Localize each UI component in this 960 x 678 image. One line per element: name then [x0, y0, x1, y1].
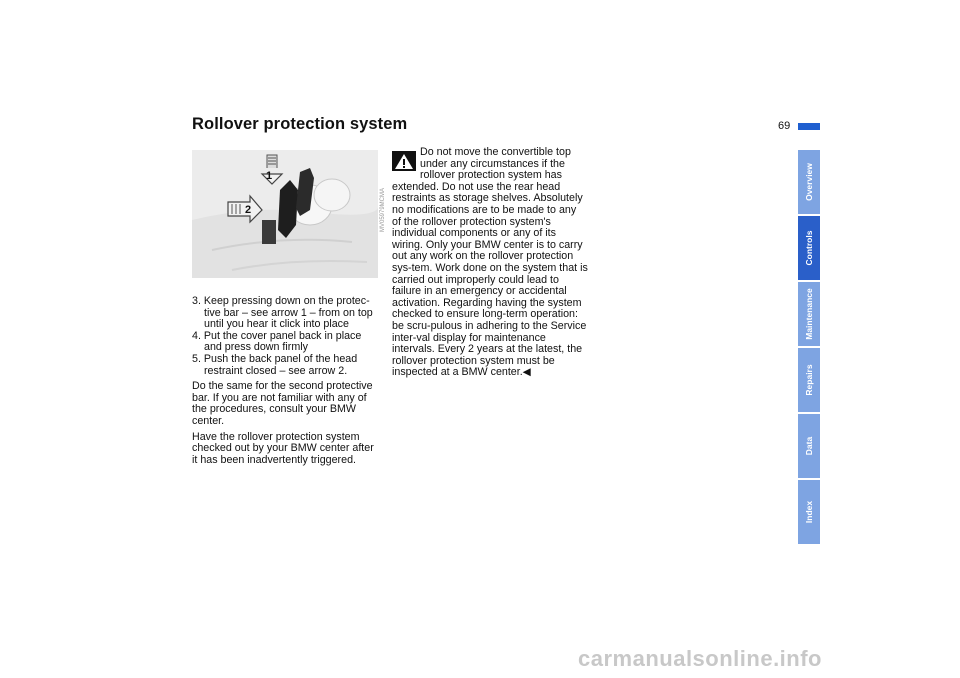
paragraph-inspection: Have the rollover protection system checked out by your BMW center after it has been inadvertently triggered.	[192, 430, 374, 466]
warning-line-1: Do not move the convertible top	[420, 146, 571, 158]
step-4: 4. Put the cover panel back in place and press down firmly	[192, 329, 362, 354]
image-code: MV05979MCMA	[380, 187, 386, 232]
tab-controls[interactable]: Controls	[798, 216, 820, 280]
tab-maintenance[interactable]: Maintenance	[798, 282, 820, 346]
warning-icon	[392, 151, 416, 171]
page-marker	[798, 123, 820, 130]
warning-line-2: under any circumstances if the	[420, 157, 565, 170]
left-column	[192, 296, 382, 466]
watermark: carmanualsonline.info	[578, 646, 822, 671]
step-5: 5. Push the back panel of the head restraint closed – see arrow 2.	[192, 352, 358, 377]
warning-block	[392, 147, 588, 379]
paragraph-second-bar: Do the same for the second protective bar. If you are not familiar with any of the procedures, consult your BMW center.	[192, 380, 373, 427]
tab-index[interactable]: Index	[798, 480, 820, 544]
page-number: 69	[778, 120, 791, 132]
tab-data[interactable]: Data	[798, 414, 820, 478]
arrow-1-label: 1	[266, 170, 273, 182]
tab-overview[interactable]: Overview	[798, 150, 820, 214]
page-title: Rollover protection system	[192, 115, 408, 133]
arrow-2-label: 2	[245, 204, 252, 216]
step-3: 3. Keep pressing down on the protec-tive bar – see arrow 1 – from on top until you hear it click into place	[192, 295, 373, 331]
warning-text: rollover protection system has extended. Do not use the rear head restraints as storage shelves. Absolutely no modifications are to be made to any of the rollover protection system's individual components or any of its wiring. Only your BMW center is to carry out any work on the rollover protection sys-tem. Work done on the system that is carried out improperly could lead to failure in an emergency or accidental activation. Regarding having the system checked to ensure long-term operation: be scru-pulous in adhering to the Service inter-val display for maintenance intervals. Every 2 years at the latest, the rollover protection system must be inspected at a BMW center.◀	[392, 169, 588, 379]
tab-repairs[interactable]: Repairs	[798, 348, 820, 412]
rollover-bar-illustration	[192, 150, 378, 278]
